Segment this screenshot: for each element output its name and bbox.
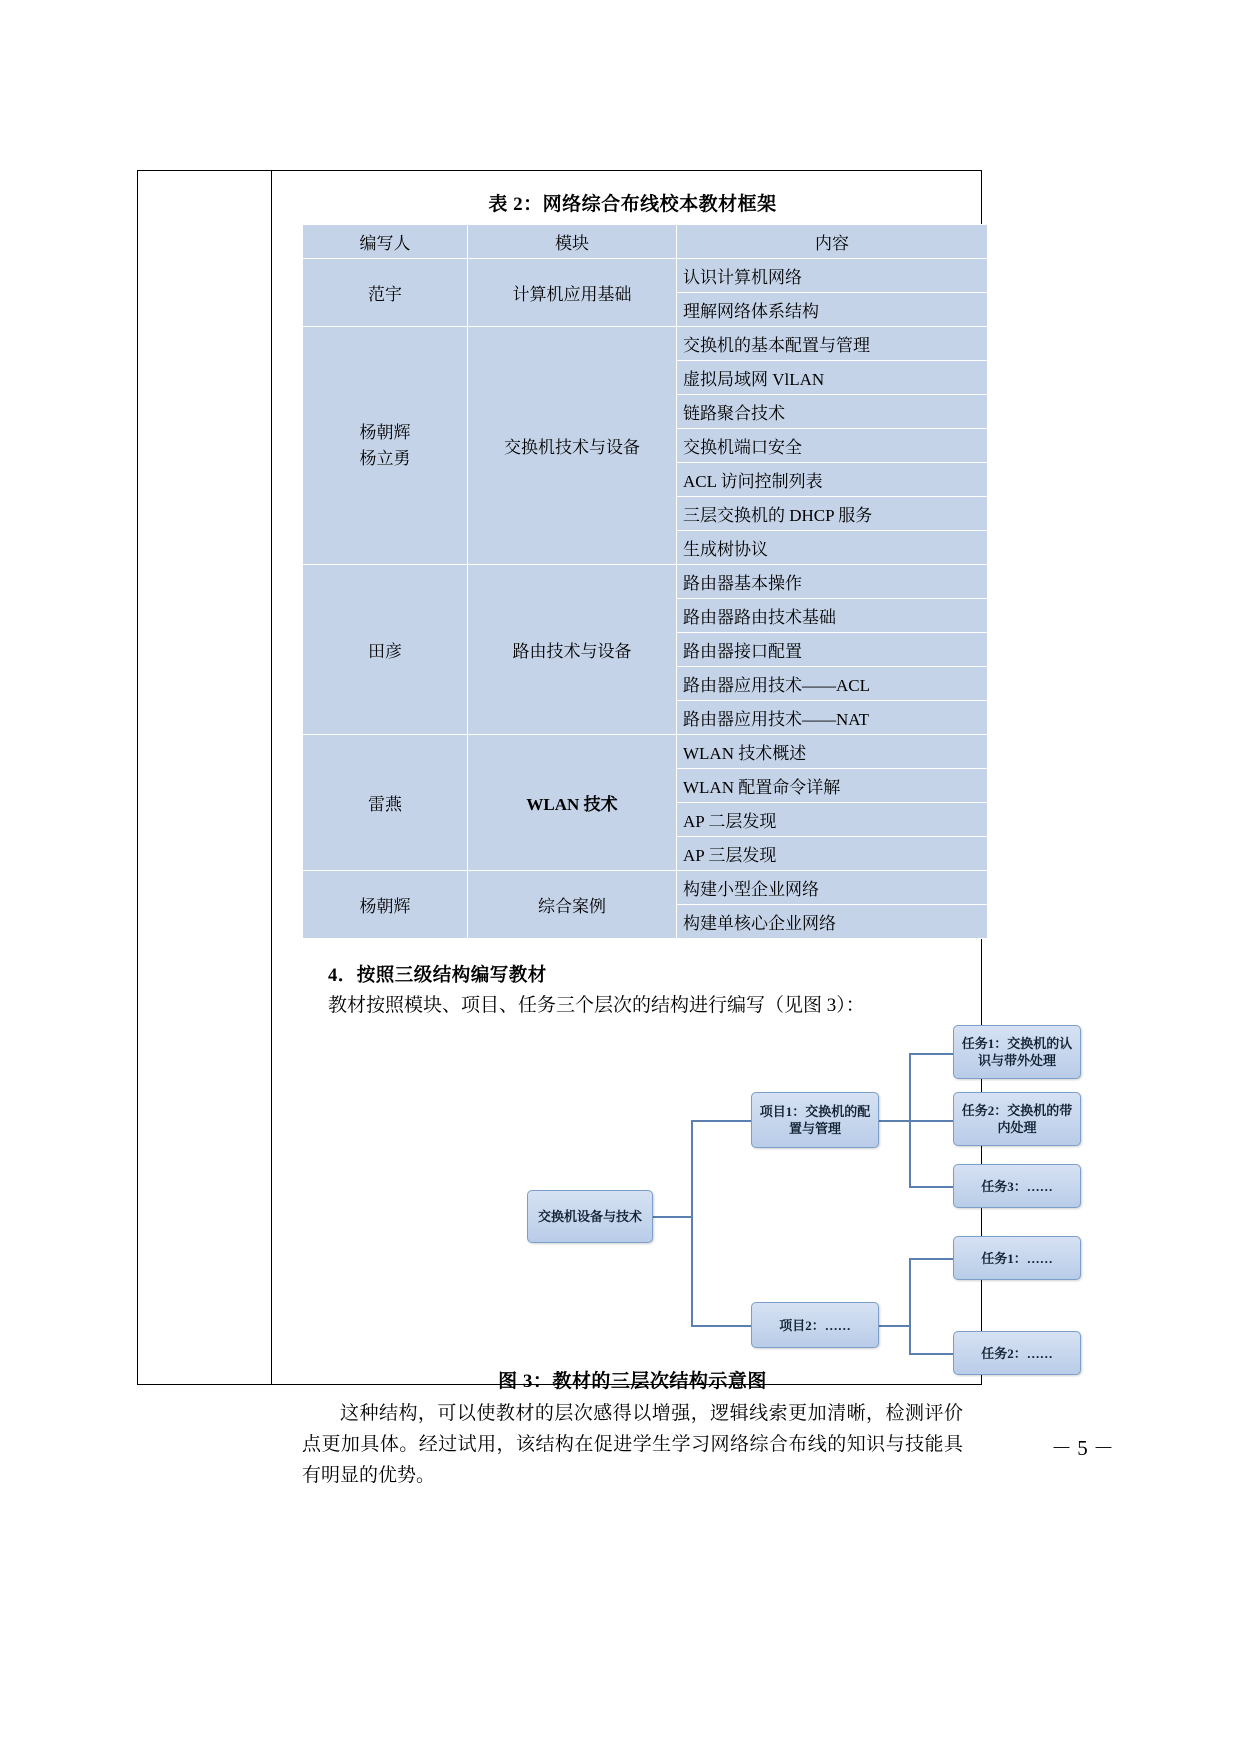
table-row	[303, 871, 988, 905]
connector-to-task-3	[909, 1186, 954, 1188]
connector-project2-vertical	[909, 1258, 911, 1355]
cell-content: 三层交换机的 DHCP 服务	[677, 497, 988, 531]
cell-content: 虚拟局域网 VlLAN	[677, 361, 988, 395]
cell-content: AP 二层发现	[677, 803, 988, 837]
cell-module: 综合案例	[468, 871, 677, 939]
connector-to-project-2	[691, 1325, 751, 1327]
diagram-node-task-3: 任务3：……	[953, 1164, 1081, 1208]
connector-to-task-1	[909, 1053, 954, 1055]
cell-content: WLAN 技术概述	[677, 735, 988, 769]
content-area	[272, 171, 1073, 1486]
table-row	[303, 327, 988, 361]
diagram-node-task-2: 任务2：交换机的带内处理	[953, 1092, 1081, 1146]
column-header-module: 模块	[468, 225, 677, 259]
author-line-1: 杨朝辉	[359, 423, 411, 442]
cell-module: 路由技术与设备	[468, 565, 677, 735]
cell-content: AP 三层发现	[677, 837, 988, 871]
diagram-node-project-2: 项目2：……	[751, 1302, 879, 1348]
diagram-node-task-1: 任务1：交换机的认识与带外处理	[953, 1025, 1081, 1079]
cell-content: 路由器基本操作	[677, 565, 988, 599]
cell-content: 交换机的基本配置与管理	[677, 327, 988, 361]
diagram-node-root: 交换机设备与技术	[527, 1190, 653, 1243]
cell-content: 生成树协议	[677, 531, 988, 565]
section-intro: 教材按照模块、项目、任务三个层次的结构进行编写（见图 3）：	[328, 995, 865, 1016]
structure-diagram	[302, 1030, 1073, 1361]
table-row	[303, 735, 988, 769]
table-row	[303, 259, 988, 293]
connector-to-task-2	[909, 1120, 954, 1122]
cell-content: 理解网络体系结构	[677, 293, 988, 327]
closing-paragraph: 这种结构，可以使教材的层次感得以增强，逻辑线索更加清晰，检测评价点更加具体。经过试用，该结构在促进学生学习网络综合布线的知识与技能具有明显的优势。	[302, 1403, 963, 1486]
cell-author: 雷燕	[303, 735, 468, 871]
document-frame	[137, 170, 1073, 1486]
cell-content: WLAN 配置命令详解	[677, 769, 988, 803]
cell-content: ACL 访问控制列表	[677, 463, 988, 497]
column-header-content: 内容	[677, 225, 988, 259]
cell-module: WLAN 技术	[468, 735, 677, 871]
connector-root-stem	[651, 1216, 691, 1218]
connector-project1-stem	[877, 1120, 909, 1122]
page-number: － 5 －	[1051, 1436, 1114, 1460]
diagram-node-task-4: 任务1：……	[953, 1236, 1081, 1280]
cell-content: 构建单核心企业网络	[677, 905, 988, 939]
cell-author: 范宇	[303, 259, 468, 327]
cell-content: 交换机端口安全	[677, 429, 988, 463]
cell-content: 认识计算机网络	[677, 259, 988, 293]
column-header-author: 编写人	[303, 225, 468, 259]
diagram-node-project-1: 项目1：交换机的配置与管理	[751, 1092, 879, 1148]
cell-content: 路由器接口配置	[677, 633, 988, 667]
diagram-node-task-5: 任务2：……	[953, 1331, 1081, 1375]
author-line-2: 杨立勇	[359, 448, 411, 468]
connector-to-task-4	[909, 1258, 954, 1260]
cell-author	[303, 327, 468, 565]
cell-module: 计算机应用基础	[468, 259, 677, 327]
table-caption: 表 2：网络综合布线校本教材框架	[488, 194, 777, 215]
section-heading: 4．按照三级结构编写教材	[328, 966, 547, 986]
connector-to-project-1	[691, 1120, 751, 1122]
cell-module: 交换机技术与设备	[468, 327, 677, 565]
connector-to-task-5	[909, 1353, 954, 1355]
cell-author: 田彦	[303, 565, 468, 735]
cell-content: 构建小型企业网络	[677, 871, 988, 905]
cell-content: 链路聚合技术	[677, 395, 988, 429]
table-row	[303, 565, 988, 599]
connector-project2-stem	[877, 1325, 909, 1327]
connector-root-vertical	[691, 1120, 693, 1327]
cell-content: 路由器应用技术——ACL	[677, 667, 988, 701]
framework-table	[302, 224, 988, 939]
cell-author: 杨朝辉	[303, 871, 468, 939]
cell-content: 路由器路由技术基础	[677, 599, 988, 633]
figure-caption: 图 3：教材的三层次结构示意图	[498, 1371, 767, 1393]
table-header-row	[303, 225, 988, 259]
cell-content: 路由器应用技术——NAT	[677, 701, 988, 735]
